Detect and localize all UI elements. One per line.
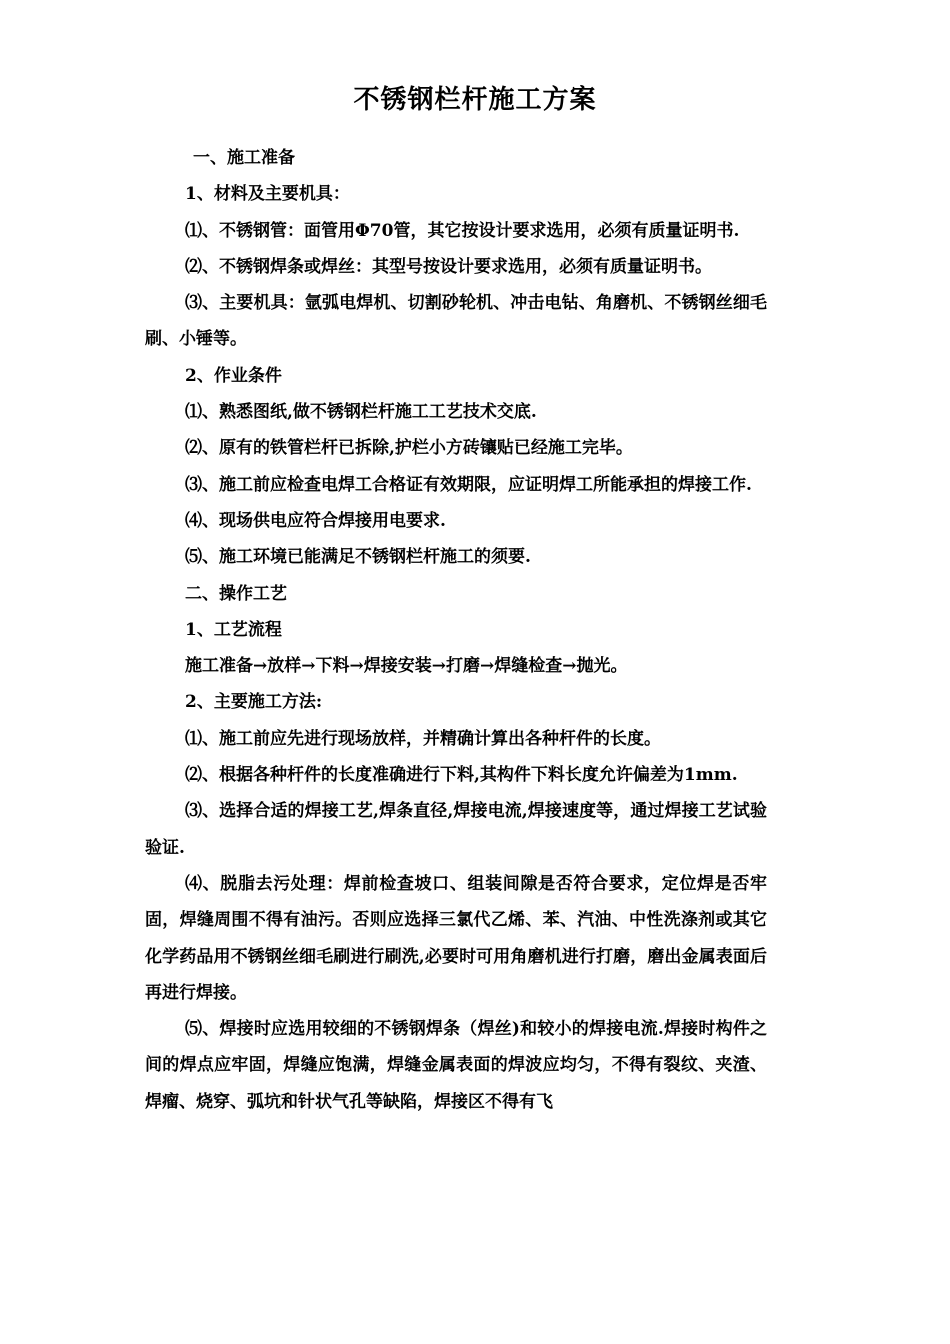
paragraph-environment: ⑸、施工环境已能满足不锈钢栏杆施工的须要. bbox=[185, 547, 531, 568]
paragraph-welding-process: ⑶、选择合适的焊接工艺,焊条直径,焊接电流,焊接速度等，通过焊接工艺试验验证. bbox=[145, 801, 767, 858]
paragraph-welding-requirements: ⑸、焊接时应选用较细的不锈钢焊条（焊丝)和较小的焊接电流.焊接时构件之间的焊点应牢固，焊缝应饱满，焊缝金属表面的焊波应均匀，不得有裂纹、夹渣、焊瘤、烧穿、弧坑和针状气孔等缺陷，焊接区不得有飞 bbox=[145, 1019, 767, 1112]
paragraph-main-tools: ⑶、主要机具：氩弧电焊机、切割砂轮机、冲击电钻、角磨机、不锈钢丝细毛刷、小锤等。 bbox=[145, 293, 767, 350]
paragraph-layout: ⑴、施工前应先进行现场放样，并精确计算出各种杆件的长度。 bbox=[185, 728, 661, 749]
paragraph-power-supply: ⑷、现场供电应符合焊接用电要求. bbox=[185, 510, 446, 531]
paragraph-drawings: ⑴、熟悉图纸,做不锈钢栏杆施工工艺技术交底. bbox=[185, 402, 537, 423]
paragraph-process-steps: 施工准备→放样→下料→焊接安装→打磨→焊缝检查→抛光。 bbox=[185, 656, 628, 677]
subheading-work-conditions: 2、作业条件 bbox=[185, 365, 282, 386]
paragraph-welding-rod: ⑵、不锈钢焊条或焊丝：其型号按设计要求选用，必须有质量证明书。 bbox=[185, 256, 712, 277]
document-body bbox=[145, 140, 767, 1120]
subheading-materials: 1、材料及主要机具： bbox=[185, 184, 350, 205]
paragraph-cutting: ⑵、根据各种杆件的长度准确进行下料,其构件下料长度允许偏差为1mm. bbox=[185, 765, 738, 786]
paragraph-stainless-pipe: ⑴、不锈钢管：面管用Φ70管，其它按设计要求选用，必须有质量证明书. bbox=[185, 220, 740, 241]
paragraph-old-railing: ⑵、原有的铁管栏杆已拆除,护栏小方砖镶贴已经施工完毕。 bbox=[185, 438, 633, 459]
paragraph-welder-certificate: ⑶、施工前应检查电焊工合格证有效期限，应证明焊工所能承担的焊接工作. bbox=[185, 474, 752, 495]
section-heading-operation: 二、操作工艺 bbox=[185, 583, 287, 604]
subheading-process-flow: 1、工艺流程 bbox=[185, 619, 282, 640]
paragraph-degreasing: ⑷、脱脂去污处理：焊前检查坡口、组装间隙是否符合要求，定位焊是否牢固，焊缝周围不得有油污。否则应选择三氯代乙烯、苯、汽油、中性洗涤剂或其它化学药品用不锈钢丝细毛刷进行刷洗,必要时可用角磨机进行打磨，磨出金属表面后再进行焊接。 bbox=[145, 873, 767, 1003]
section-heading-preparation: 一、施工准备 bbox=[193, 148, 295, 168]
subheading-main-methods: 2、主要施工方法: bbox=[185, 692, 323, 713]
document-title: 不锈钢栏杆施工方案 bbox=[353, 85, 597, 115]
